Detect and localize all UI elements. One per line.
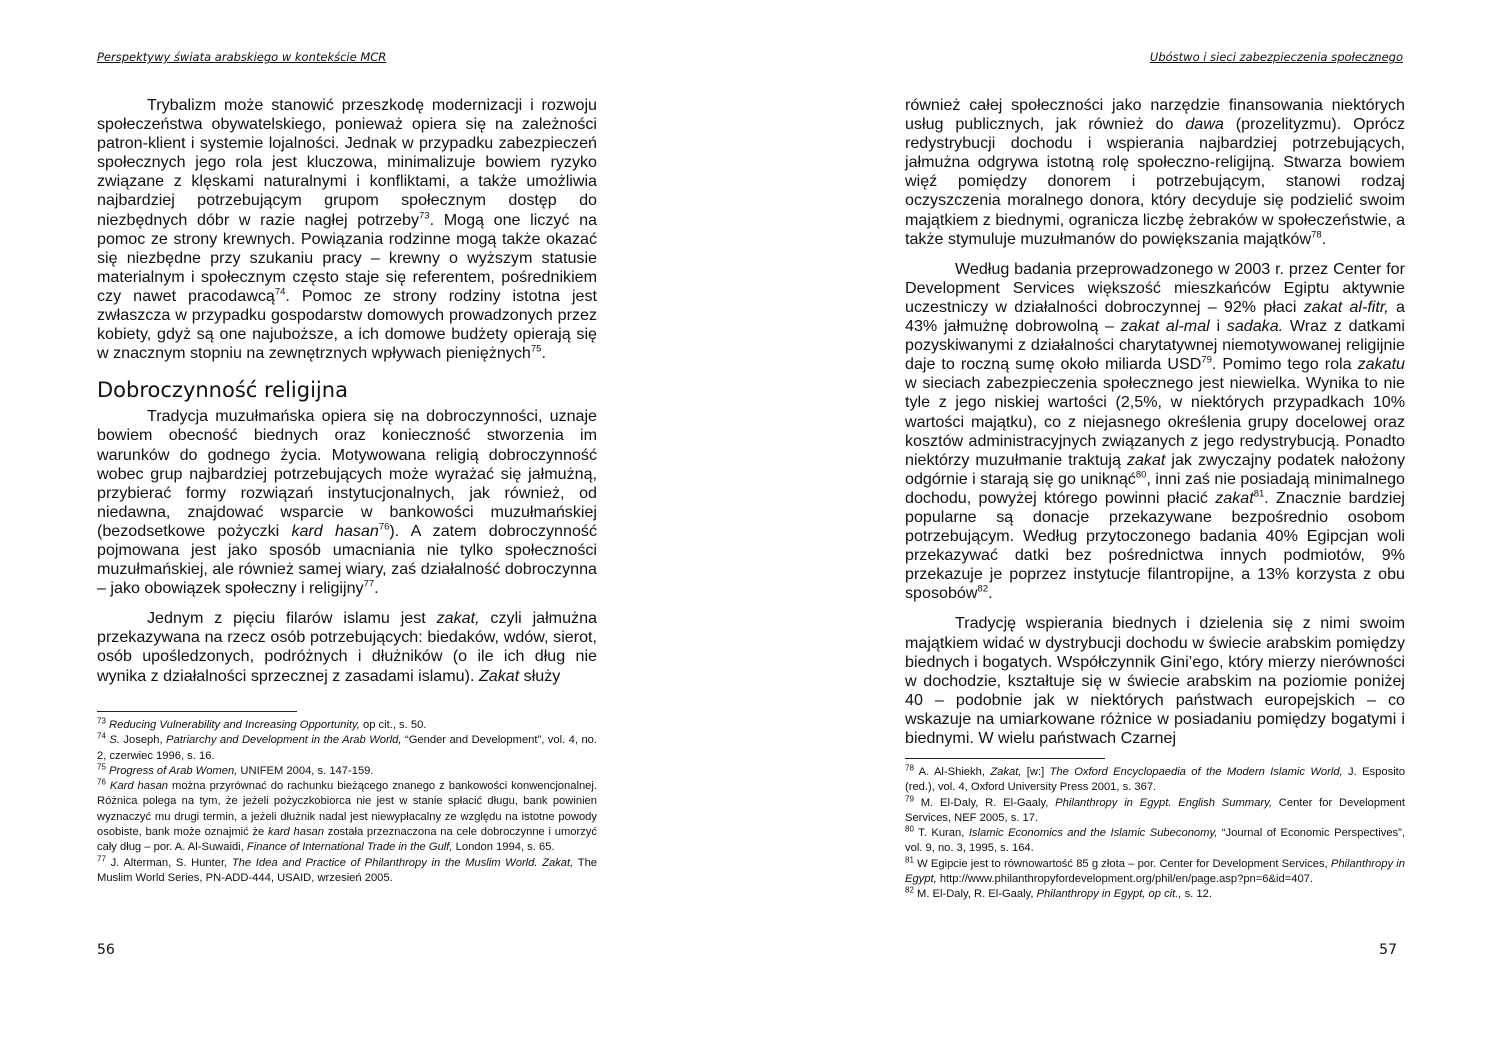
- footnote-ref: 78: [1311, 229, 1322, 241]
- page-number: 57: [1379, 942, 1397, 958]
- text-run: Wraz z datkami pozyskiwanymi z działalności charytatywnej niemotywowanej religijnie daje to roczną sumę około miliarda USD: [905, 317, 1405, 374]
- text-run: Tradycja muzułmańska opiera się na dobroczynności, uznaje bowiem obecność biednych oraz konieczność stworzenia im warunków do godnego życia. Motywowana religią dobroczynność wobec grup najbardziej potrzebujących może wyrażać się jałmużną, przybierać formy rozwiązań instytucjonalnych, jak również, od niedawna, znajdować wsparcie w bankowości muzułmańskiej (bezodsetkowe pożyczki: [97, 407, 597, 540]
- footnotes: [97, 718, 597, 886]
- footnote: [97, 779, 597, 855]
- text-run: “Journal of Economic Perspectives”, vol. 9, no. 3, 1995, s. 164.: [905, 827, 1405, 855]
- footnote-rule: [97, 711, 297, 712]
- italic-text: Philanthropy in Egypt,: [905, 857, 1405, 886]
- italic-text: Finance of International Trade in the Gulf,: [246, 841, 453, 854]
- text-run: Według badania przeprowadzonego w 2003 r. przez Center for Development Services większość mieszkańców Egiptu aktywnie uczestniczy w działalności dobroczynnej – 92% płaci: [905, 259, 1405, 316]
- italic-text: Philanthropy in Egypt, op cit.,: [1036, 888, 1182, 901]
- footnote-ref: 80: [1135, 469, 1147, 481]
- italic-text: Zakat,: [990, 766, 1022, 778]
- text-run: T. Kuran,: [913, 827, 969, 840]
- italic-text: The Oxford Encyclopaedia of the Modern Islamic World,: [1049, 766, 1343, 778]
- text-run: J. Alterman, S. Hunter,: [105, 856, 232, 869]
- text-run: .: [374, 579, 379, 598]
- text-run: i: [1209, 317, 1227, 336]
- footnote: [905, 826, 1405, 857]
- paragraph: [97, 609, 597, 685]
- text-run: .: [541, 344, 546, 363]
- footnote-ref: 75: [97, 762, 106, 772]
- text-run: London 1994, s. 65.: [452, 841, 555, 854]
- italic-text: Islamic Economics and the Islamic Subeconomy,: [968, 827, 1218, 840]
- footnote: [97, 733, 597, 764]
- italic-text: Patriarchy and Development in the Arab World,: [166, 734, 402, 747]
- italic-text: zakat: [1215, 488, 1254, 507]
- footnote-ref: 78: [905, 763, 914, 773]
- footnote-ref: 79: [905, 793, 914, 803]
- text-run: M. El-Daly, R. El-Gaaly,: [913, 888, 1037, 901]
- text-run: służy: [519, 666, 561, 685]
- footnote-ref: 73: [419, 210, 430, 222]
- italic-text: S.: [109, 734, 120, 747]
- paragraph: [97, 407, 597, 598]
- running-header: Ubóstwo i sieci zabezpieczenia społecznego: [1149, 50, 1403, 64]
- footnote-ref: 74: [274, 286, 286, 298]
- text-run: op cit., s. 50.: [359, 719, 427, 731]
- text-run: . Mogą one liczyć na pomoc ze strony krewnych. Powiązania rodzinne mogą także okazać się niezbędne przy szukaniu pracy – krewny o wyższym statusie materialnym i społecznym często staje się referentem, pośrednikiem czy nawet pracodawcą: [97, 210, 598, 305]
- text-run: , inni zaś nie posiadają minimalnego dochodu, powyżej którego powinni płacić: [905, 469, 1406, 507]
- text-run: . Znacznie bardziej popularne są donacje przekazywane bezpośrednio osobom potrzebującym. Według przytoczonego badania 40% Egipcjan woli przekazywać datki bez pośrednictwa innych podmiotów, 9% przekazuje je poprzez instytucje filantropijne, a 13% korzysta z obu sposobów: [905, 488, 1406, 603]
- footnote-ref: 76: [378, 521, 390, 533]
- section-heading: Dobroczynność religijna: [97, 378, 348, 403]
- running-header: Perspektywy świata arabskiego w kontekście MCR: [97, 50, 387, 64]
- text-run: .: [988, 584, 993, 603]
- footnote-ref: 74: [97, 731, 106, 741]
- italic-text: zakat al-mal: [1120, 317, 1210, 336]
- footnote-ref: 76: [97, 777, 106, 787]
- italic-text: zakat: [1126, 450, 1166, 469]
- footnote-rule: [905, 758, 1105, 759]
- paragraph: [905, 96, 1405, 249]
- footnote: [905, 857, 1405, 888]
- body-text: [97, 96, 597, 686]
- text-run: została przeznaczona na cele dobroczynne i umorzyć cały dług – por. A. Al-Suwaidi,: [97, 826, 597, 854]
- italic-text: kard hasan: [291, 521, 379, 540]
- text-run: M. El-Daly, R. El-Gaaly,: [913, 796, 1056, 809]
- paragraph: [905, 260, 1405, 604]
- text-run: . Pomimo tego rola: [1211, 355, 1358, 374]
- italic-text: zakatu: [1357, 355, 1405, 374]
- footnote-ref: 77: [363, 578, 375, 590]
- italic-text: zakat al-fitr,: [1303, 297, 1389, 316]
- italic-text: sadaka.: [1226, 317, 1284, 336]
- text-run: w sieciach zabezpieczenia społecznego jest niewielka. Wynika to nie tyle z jego niskiej wartości (2,5%, w niektórych przypadkach 10% wartości majątku), co z niejasnego określenia grupy docelowej oraz kosztów administracyjnych związanych z jego redystrybucją. Ponadto niektórzy muzułmanie traktują: [905, 374, 1405, 469]
- footnote-ref: 77: [97, 853, 106, 863]
- paragraph: [97, 96, 597, 363]
- text-run: Trybalizm może stanowić przeszkodę modernizacji i rozwoju społeczeństwa obywatelskiego, ponieważ opiera się na zależności patron-klient i systemie lojalności. Jednak w przypadku zabezpieczeń społecznych jego rola jest kluczowa, minimalizuje bowiem ryzyko związane z klęskami naturalnymi i konfliktami, a także umożliwia najbardziej potrzebującym grupom społecznym dostęp do niezbędnych dóbr w razie nagłej potrzeby: [97, 96, 597, 229]
- italic-text: kard hasan: [268, 826, 324, 839]
- italic-text: Progress of Arab Women,: [109, 764, 238, 777]
- footnote: [97, 764, 597, 779]
- text-run: czyli jałmużna przekazywana na rzecz osób potrzebujących: biedaków, wdów, sierot, osób upośledzonych, podróżnych i dłużników (o ile ich dług nie wynika z działalności sprzecznej z zasadami islamu).: [97, 609, 597, 685]
- italic-text: zakat,: [436, 609, 480, 628]
- footnote-ref: 81: [1253, 488, 1265, 500]
- footnote: [905, 887, 1405, 902]
- text-run: Tradycję wspierania biednych i dzielenia się z nimi swoim majątkiem widać w dystrybucji dochodu w świecie arabskim pomiędzy biednych i bogatych. Współczynnik Gini’ego, który mierzy nierówności w dochodzie, kształtuje się w świecie arabskim na poziomie poniżej 40 – podobnie jak w niektórych państwach europejskich – co wskazuje na umiarkowane różnice w posiadaniu pomiędzy bogatymi i biednymi. W wielu państwach Czarnej: [905, 614, 1405, 747]
- text-run: J. Esposito (red.), vol. 4, Oxford University Press 2001, s. 367.: [905, 766, 1406, 794]
- footnote: [905, 793, 1405, 827]
- text-run: Center for Development Services, NEF 2005, s. 17.: [905, 796, 1405, 824]
- footnote-ref: 82: [905, 885, 914, 895]
- italic-text: Reducing Vulnerability and Increasing Opportunity,: [109, 719, 360, 731]
- text-run: “Gender and Development”, vol. 4, no. 2, czerwiec 1996, s. 16.: [97, 734, 597, 762]
- text-run: s. 12.: [1181, 888, 1212, 901]
- footnote: [97, 718, 597, 733]
- footnote-ref: 73: [97, 716, 106, 726]
- footnote: [905, 765, 1405, 796]
- footnote: [97, 853, 598, 887]
- footnote-ref: 81: [905, 855, 914, 865]
- right-page: [750, 0, 1500, 1060]
- text-run: (prozelityzmu). Oprócz redystrybucji dochodu i wspierania najbardziej potrzebujących, jałmużna odgrywa istotną rolę społeczno-religijną. Stwarza bowiem więź pomiędzy donorem i potrzebującym, stanowi rodzaj oczyszczenia moralnego donora, który decyduje się podzielić swoim majątkiem z biednymi, ogranicza liczbę żebraków w społeczeństwie, a także stymuluje muzułmanów do powiększania majątków: [905, 115, 1406, 248]
- italic-text: Philanthropy in Egypt. English Summary,: [1055, 796, 1272, 809]
- text-run: A. Al-Shiekh,: [913, 766, 991, 778]
- footnote-ref: 82: [977, 583, 989, 595]
- text-run: jak zwyczajny podatek nałożony odgórnie i starają się go uniknąć: [905, 450, 1405, 488]
- body-text: [905, 96, 1405, 748]
- page-number: 56: [97, 942, 115, 958]
- text-run: The Muslim World Series, PN-ADD-444, USAID, wrzesień 2005.: [97, 856, 598, 884]
- italic-text: dawa: [1185, 115, 1224, 134]
- text-run: Joseph,: [119, 734, 167, 747]
- italic-text: The Idea and Practice of Philanthropy in the Muslim World. Zakat,: [231, 856, 574, 869]
- text-run: .: [1321, 229, 1327, 248]
- text-run: można przyrównać do rachunku bieżącego znanego z bankowości konwencjonalnej. Różnica polega na tym, że jeżeli pożyczkobiorca nie jest w stanie spłacić długu, bank powinien wyznaczyć mu drugi termin, a jeżeli dłużnik nadal jest niewypłacalny ze względu na istotne powody osobiste, bank może oznajmić że: [97, 780, 597, 839]
- text-run: Jednym z pięciu filarów islamu jest: [147, 609, 437, 628]
- footnote-ref: 80: [905, 824, 914, 834]
- text-run: ). A zatem dobroczynność pojmowana jest jako sposób umacniania nie tylko społeczności muzułmańskiej, ale również samej wiary, zaś działalność dobroczynna – jako obowiązek społeczny i religijny: [97, 521, 597, 598]
- footnotes: [905, 765, 1405, 903]
- text-run: http://www.philanthropyfordevelopment.org/phil/en/page.asp?pn=6&id=407.: [936, 873, 1314, 886]
- footnote-ref: 75: [530, 343, 542, 355]
- text-run: [w:]: [1021, 766, 1050, 778]
- paragraph: [905, 614, 1405, 748]
- text-run: . Pomoc ze strony rodziny istotna jest zwłaszcza w przypadku gospodarstw domowych prowadzonych przez kobiety, gdyż są one najuboższe, a ich domowe budżety opierają się w znacznym stopniu na zewnętrznych wpływach pieniężnych: [97, 286, 597, 363]
- italic-text: Kard hasan: [109, 780, 169, 793]
- text-run: również całej społeczności jako narzędzie finansowania niektórych usług publicznych, jak również do: [905, 96, 1405, 134]
- text-run: W Egipcie jest to równowartość 85 g złota – por. Center for Development Services,: [913, 857, 1331, 870]
- italic-text: Zakat: [478, 666, 520, 685]
- text-run: UNIFEM 2004, s. 147-159.: [237, 764, 374, 777]
- footnote-ref: 79: [1201, 354, 1212, 366]
- text-run: a 43% jałmużnę dobrowolną –: [905, 297, 1405, 336]
